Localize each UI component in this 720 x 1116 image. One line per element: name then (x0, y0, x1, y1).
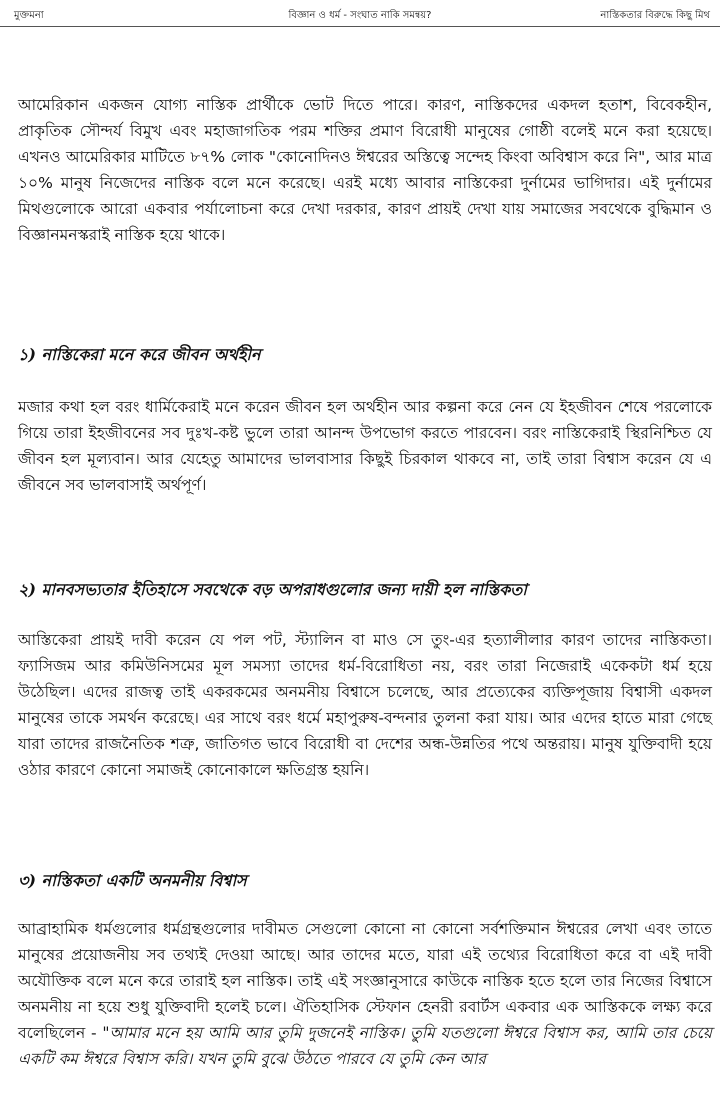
section-3-paragraph (18, 916, 712, 1072)
section-1-heading: ১) নাস্তিকেরা মনে করে জীবন অর্থহীন (18, 345, 261, 364)
header-chapter-title: নাস্তিকতার বিরুদ্ধে কিছু মিথ (600, 10, 710, 21)
header-book-title: বিজ্ঞান ও ধর্ম - সংঘাত নাকি সমন্বয়? (288, 10, 432, 21)
section-3-heading: ৩) নাস্তিকতা একটি অনমনীয় বিশ্বাস (18, 871, 247, 890)
header-site-name: মুক্তমনা (14, 10, 44, 21)
page-header (0, 0, 720, 27)
section-2-paragraph: আস্তিকেরা প্রায়ই দাবী করেন যে পল পট, স্ট্যালিন বা মাও সে তুং-এর হত্যালীলার কারণ তাদের নাস্তিকতা। ফ্যাসিজম আর কমিউনিসমের মূল সমস্যা তাদের ধর্ম-বিরোধিতা নয়, বরং তারা নিজেরাই একেকটা ধর্ম হয়ে উঠেছিল। এদের রাজত্ব তাই একরকমের অনমনীয় বিশ্বাসে চলেছে, আর প্রত্যেকের ব্যক্তিপূজায় বিশ্বাসী একদল মানুষের তাকে সমর্থন করেছে। এর সাথে বরং ধর্মে মহাপুরুষ-বন্দনার তুলনা করা যায়। আর এদের হাতে মারা গেছে যারা তাদের রাজনৈতিক শত্রু, জাতিগত ভাবে বিরোধী বা দেশের অন্ধ-উন্নতির পথে অন্তরায়। মানুষ যুক্তিবাদী হয়ে ওঠার কারণে কোনো সমাজই কোনোকালে ক্ষতিগ্রস্ত হয়নি। (18, 631, 712, 779)
section-1-paragraph: মজার কথা হল বরং ধার্মিকেরাই মনে করেন জীবন হল অর্থহীন আর কল্পনা করে নেন যে ইহজীবন শেষে পরলোকে গিয়ে তারা ইহজীবনের সব দুঃখ-কষ্ট ভুলে তারা আনন্দ উপভোগ করতে পারবেন। বরং নাস্তিকেরাই স্থিরনিশ্চিত যে জীবন হল মূল্যবান। আর যেহেতু আমাদের ভালবাসার কিছুই চিরকাল থাকবে না, তাই তারা বিশ্বাস করেন যে এ জীবনে সব ভালবাসাই অর্থপূর্ণ। (18, 398, 712, 494)
section-3-text: আব্রাহামিক ধর্মগুলোর ধর্মগ্রন্থগুলোর দাবীমত সেগুলো কোনো না কোনো সর্বশক্তিমান ঈশ্বরের লেখা এবং তাতে মানুষের প্রয়োজনীয় সব তথ্যই দেওয়া আছে। আর তাদের মতে, যারা এই তথ্যের বিরোধিতা করে বা এই দাবী অযৌক্তিক বলে মনে করে তারাই হল নাস্তিক। তাই এই সংজ্ঞানুসারে কাউকে নাস্তিক হতে হলে তার নিজের বিশ্বাসে অনমনীয় না হয়ে শুধু যুক্তিবাদী হলেই চলে। ঐতিহাসিক স্টেফান হেনরী রবার্টস একবার এক আস্তিককে লক্ষ্য করে বলেছিলেন - (18, 920, 712, 1042)
section-2-heading: ২) মানবসভ্যতার ইতিহাসে সবথেকে বড় অপরাধগুলোর জন্য দায়ী হল নাস্তিকতা (18, 580, 527, 599)
section-3-quote: "আমার মনে হয় আমি আর তুমি দুজনেই নাস্তিক। তুমি যতগুলো ঈশ্বরে বিশ্বাস কর, আমি তার চেয়ে একটি কম ঈশ্বরে বিশ্বাস করি। যখন তুমি বুঝে উঠতে পারবে যে তুমি কেন আর (18, 1024, 712, 1068)
intro-paragraph: আমেরিকান একজন যোগ্য নাস্তিক প্রার্থীকে ভোট দিতে পারে। কারণ, নাস্তিকদের একদল হতাশ, বিবেকহীন, প্রাকৃতিক সৌন্দর্য বিমুখ এবং মহাজাগতিক পরম শক্তির প্রমাণ বিরোধী মানুষের গোষ্ঠী বলেই মনে করা হয়েছে। এখনও আমেরিকার মাটিতে ৮৭% লোক "কোনোদিনও ঈশ্বরের অস্তিত্বে সন্দেহ কিংবা অবিশ্বাস করে নি", আর মাত্র ১০% মানুষ নিজেদের নাস্তিক বলে মনে করেছে। এরই মধ্যে আবার নাস্তিকেরা দুর্নামের ভাগিদার। এই দুর্নামের মিথগুলোকে আরো একবার পর্যালোচনা করে দেখা দরকার, কারণ প্রায়ই দেখা যায় সমাজের সবথেকে বুদ্ধিমান ও বিজ্ঞানমনস্করাই নাস্তিক হয়ে থাকে। (18, 96, 712, 244)
